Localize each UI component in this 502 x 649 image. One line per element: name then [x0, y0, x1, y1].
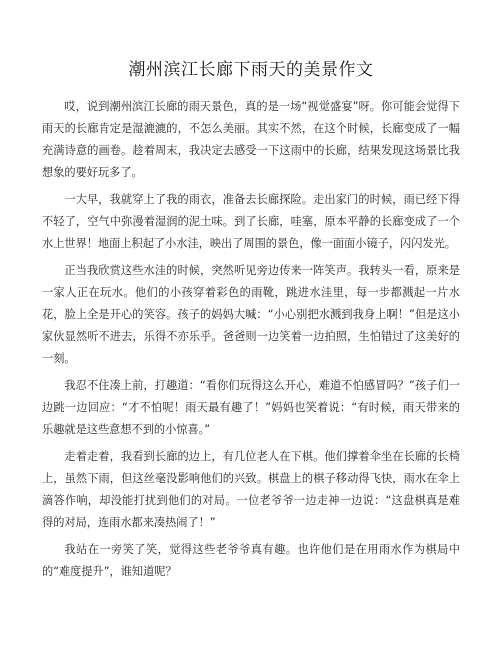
paragraph-1: 哎，说到潮州滨江长廊的雨天景色，真的是一场“视觉盛宴”呀。你可能会觉得下雨天的长廊肯定是湿漉漉的，不怎么美丽。其实不然，在这个时候，长廊变成了一幅充满诗意的画卷。趁着周末，我决定去感受一下这雨中的长廊，结果发现这场景比我想象的要好玩多了。	[42, 100, 460, 179]
paragraph-2: 一大早，我就穿上了我的雨衣，准备去长廊探险。走出家门的时候，雨已经下得不轻了，空气中弥漫着湿润的泥土味。到了长廊，哇塞，原本平静的长廊变成了一个水上世界！地面上积起了小水洼，映出了周围的景色，像一面面小镜子，闪闪发光。	[42, 193, 460, 250]
paragraph-4: 我忍不住凑上前，打趣道：“看你们玩得这么开心，难道不怕感冒吗？”孩子们一边跳一边回应：“才不怕呢！雨天最有趣了！”妈妈也笑着说：“有时候，雨天带来的乐趣就是这些意想不到的小惊喜。”	[42, 379, 460, 436]
document-title: 潮州滨江长廊下雨天的美景作文	[128, 60, 374, 80]
paragraph-3: 正当我欣赏这些水洼的时候，突然听见旁边传来一阵笑声。我转头一看，原来是一家人正在玩水。他们的小孩穿着彩色的雨靴，跳进水洼里，每一步都溅起一片水花，脸上全是开心的笑容。孩子的妈妈大喊：“小心别把水溅到我身上啊！”但是这小家伙显然听不进去，乐得不亦乐乎。爸爸则一边笑着一边拍照，生怕错过了这美好的一刻。	[42, 264, 460, 365]
paragraph-5: 走着走着，我看到长廊的边上，有几位老人在下棋。他们撑着伞坐在长廊的长椅上，虽然下雨，但这丝毫没影响他们的兴致。棋盘上的棋子移动得飞快，雨水在伞上滴答作响，却没能打扰到他们的对局。一位老爷爷一边走神一边说：“这盘棋真是难得的对局，连雨水都来凑热闹了！”	[42, 450, 460, 529]
paragraph-6: 我站在一旁笑了笑，觉得这些老爷爷真有趣。也许他们是在用雨水作为棋局中的“难度提升”，谁知道呢？	[42, 543, 460, 578]
